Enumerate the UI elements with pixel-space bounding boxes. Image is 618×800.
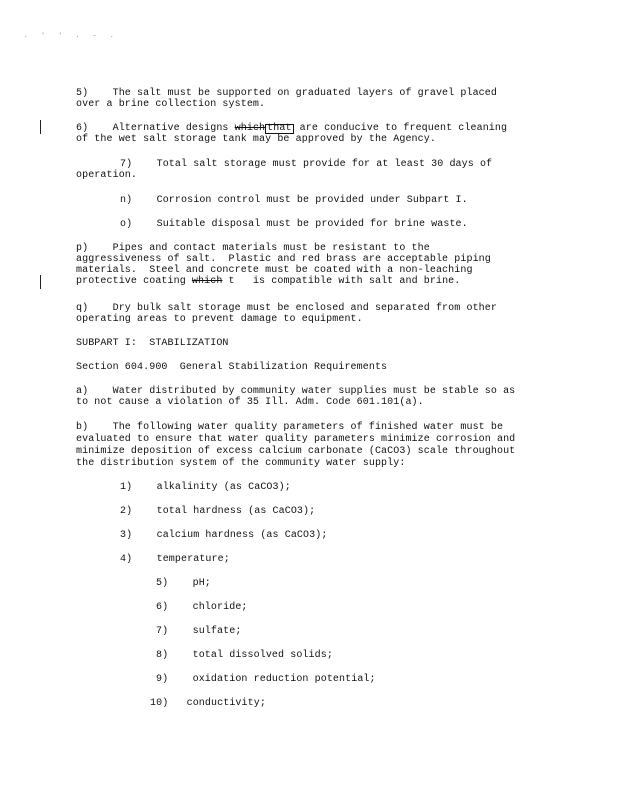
item-b-line-3: minimize deposition of excess calcium carbonate (CaCO3) scale throughout [76, 446, 516, 457]
item-7-line-1: 7) Total salt storage must provide for at least 30 days of [120, 159, 493, 170]
param-8: 8) total dissolved solids; [156, 650, 333, 661]
item-6-line-2: of the wet salt storage tank may be approved by the Agency. [76, 134, 436, 145]
item-p-line-2: aggressiveness of salt. Plastic and red brass are acceptable piping [76, 254, 491, 265]
item-6-line-1 [76, 123, 507, 134]
item-p-line-1: p) Pipes and contact materials must be resistant to the [76, 243, 430, 254]
param-5: 5) pH; [156, 578, 211, 589]
item-p-line-4 [76, 276, 460, 287]
param-10: 10) conductivity; [150, 698, 266, 709]
item-a-line-1: a) Water distributed by community water supplies must be stable so as [76, 386, 516, 397]
header-specks: . ' ' . - . [24, 32, 119, 39]
item-p-pre: protective coating [76, 276, 192, 287]
struck-which: which [234, 123, 266, 134]
item-b-line-1: b) The following water quality parameters of finished water must be [76, 422, 504, 433]
param-2: 2) total hardness (as CaCO3); [120, 506, 316, 517]
param-7: 7) sulfate; [156, 626, 242, 637]
revision-bar-2 [40, 275, 41, 289]
param-6: 6) chloride; [156, 602, 248, 613]
item-a-line-2: to not cause a violation of 35 Ill. Adm. Code 601.101(a). [76, 397, 424, 408]
revision-bar-1 [40, 120, 41, 134]
item-5-line-2: over a brine collection system. [76, 99, 266, 110]
item-q-line-2: operating areas to prevent damage to equipment. [76, 314, 363, 325]
item-o: o) Suitable disposal must be provided for brine waste. [120, 219, 468, 230]
item-6-post: are conducive to frequent cleaning [293, 123, 508, 134]
item-p-mid: t [222, 276, 235, 287]
param-9: 9) oxidation reduction potential; [156, 674, 376, 685]
item-p-post: is compatible with salt and brine. [234, 276, 461, 287]
item-6-pre: 6) Alternative designs [76, 123, 235, 134]
struck-which-2: which [191, 276, 223, 287]
item-5-line-1: 5) The salt must be supported on graduated layers of gravel placed [76, 88, 497, 99]
item-p-line-3: materials. Steel and concrete must be coated with a non-leaching [76, 265, 473, 276]
item-b-line-4: the distribution system of the community water supply: [76, 458, 406, 469]
param-4: 4) temperature; [120, 554, 230, 565]
item-q-line-1: q) Dry bulk salt storage must be enclosed and separated from other [76, 303, 497, 314]
subpart-heading: SUBPART I: STABILIZATION [76, 338, 229, 349]
boxed-that: that [267, 123, 292, 134]
param-3: 3) calcium hardness (as CaCO3); [120, 530, 328, 541]
param-1: 1) alkalinity (as CaCO3); [120, 482, 291, 493]
item-7-line-2: operation. [76, 170, 138, 181]
section-title: Section 604.900 General Stabilization Requirements [76, 362, 388, 373]
item-b-line-2: evaluated to ensure that water quality parameters minimize corrosion and [76, 434, 516, 445]
item-n: n) Corrosion control must be provided under Subpart I. [120, 195, 468, 206]
